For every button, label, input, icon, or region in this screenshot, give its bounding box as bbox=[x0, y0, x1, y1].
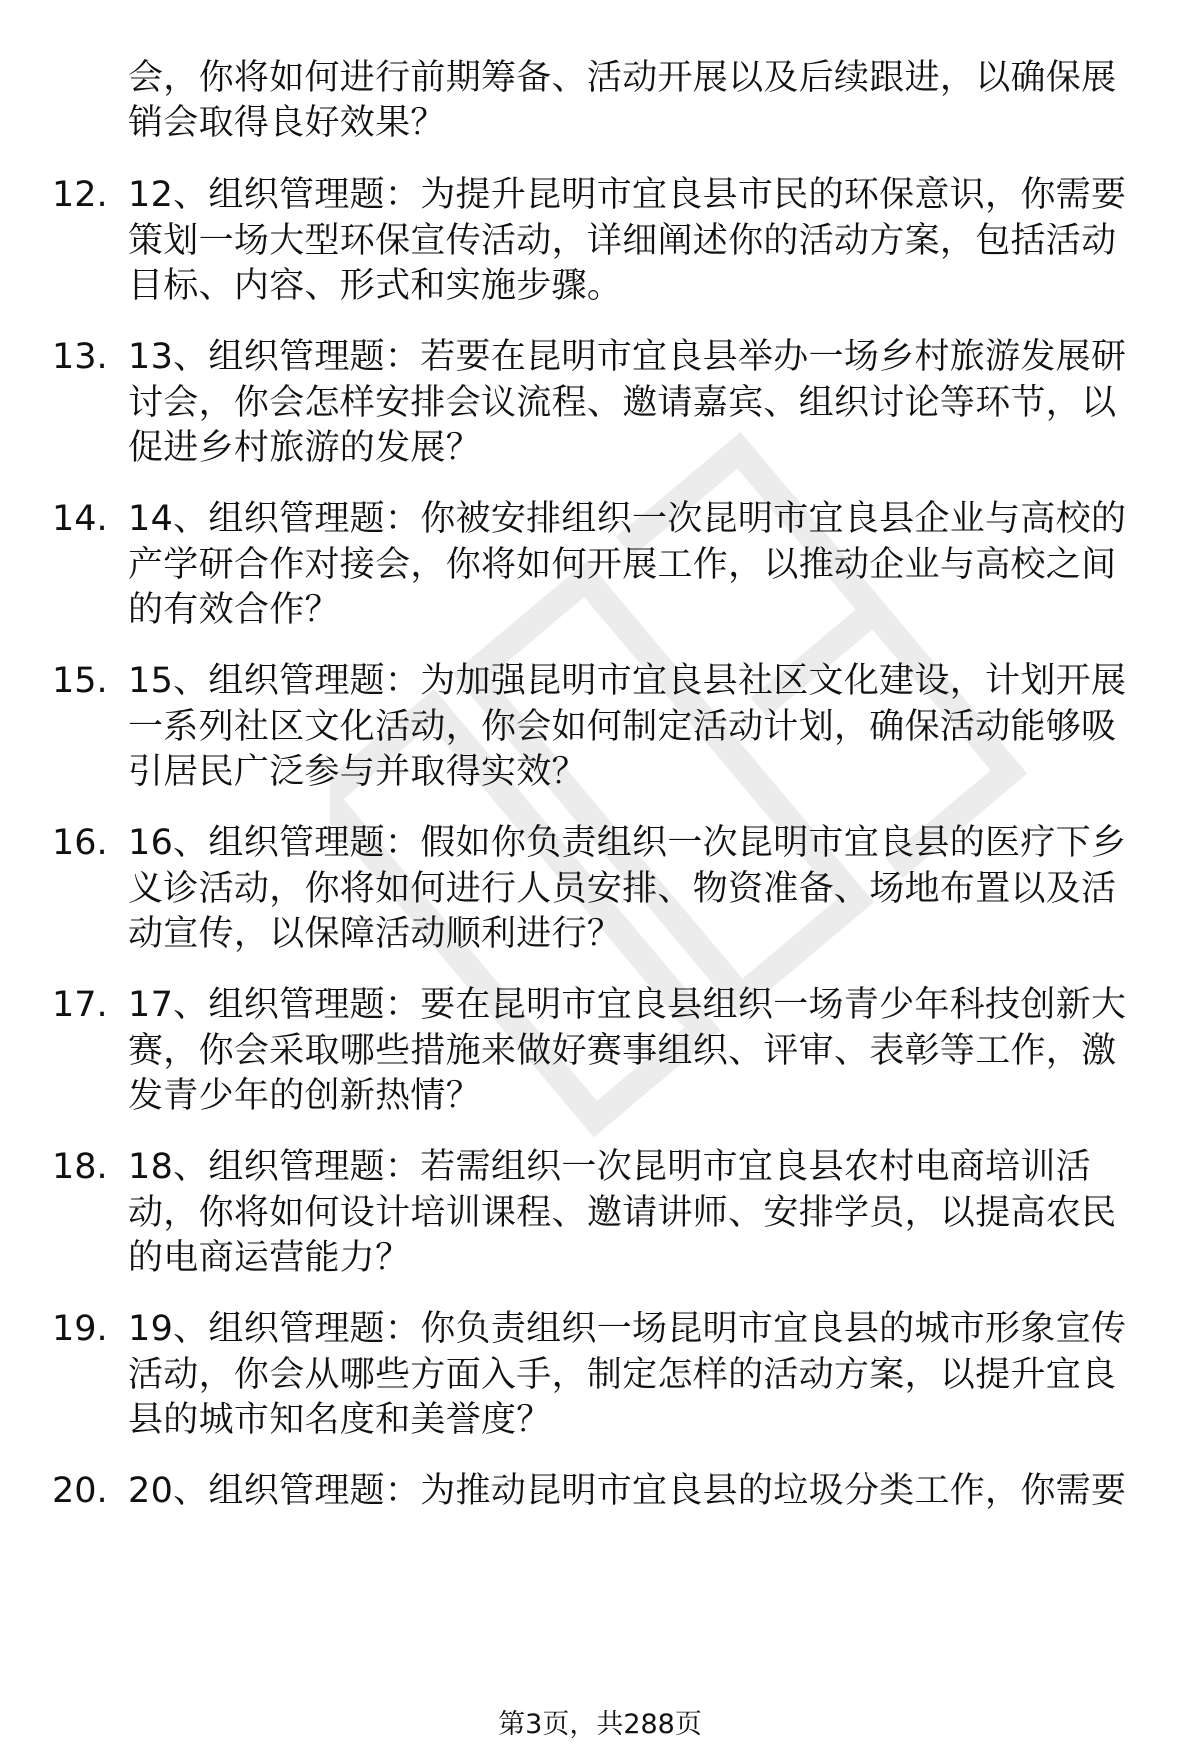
list-marker: 14. bbox=[52, 499, 108, 539]
question-line: 12、组织管理题：为提升昆明市宜良县市民的环保意识，你需要 bbox=[128, 175, 1127, 215]
list-marker: 13. bbox=[52, 337, 108, 377]
continuation-line: 会，你将如何进行前期筹备、活动开展以及后续跟进，以确保展 bbox=[128, 58, 1117, 98]
question-line: 活动，你会从哪些方面入手，制定怎样的活动方案，以提升宜良 bbox=[128, 1355, 1117, 1395]
question-line: 19、组织管理题：你负责组织一场昆明市宜良县的城市形象宣传 bbox=[128, 1309, 1127, 1349]
list-marker: 16. bbox=[52, 823, 108, 863]
question-line: 的电商运营能力？ bbox=[128, 1238, 411, 1278]
question-line: 讨会，你会怎样安排会议流程、邀请嘉宾、组织讨论等环节，以 bbox=[128, 383, 1117, 423]
question-line: 17、组织管理题：要在昆明市宜良县组织一场青少年科技创新大 bbox=[128, 985, 1127, 1025]
question-line: 18、组织管理题：若需组织一次昆明市宜良县农村电商培训活 bbox=[128, 1147, 1091, 1187]
question-line: 动宣传，以保障活动顺利进行？ bbox=[128, 914, 623, 954]
question-line: 动，你将如何设计培训课程、邀请讲师、安排学员，以提高农民 bbox=[128, 1193, 1117, 1233]
list-marker: 12. bbox=[52, 175, 108, 215]
question-line: 产学研合作对接会，你将如何开展工作，以推动企业与高校之间 bbox=[128, 545, 1117, 585]
question-line: 的有效合作？ bbox=[128, 590, 340, 630]
page-number-footer: 第3页，共288页 bbox=[498, 1709, 702, 1740]
question-line: 义诊活动，你将如何进行人员安排、物资准备、场地布置以及活 bbox=[128, 869, 1117, 909]
question-line: 发青少年的创新热情？ bbox=[128, 1076, 482, 1116]
list-marker: 20. bbox=[52, 1471, 108, 1511]
list-marker: 17. bbox=[52, 985, 108, 1025]
list-marker: 18. bbox=[52, 1147, 108, 1187]
list-marker: 19. bbox=[52, 1309, 108, 1349]
question-line: 县的城市知名度和美誉度？ bbox=[128, 1400, 552, 1440]
question-line: 赛，你会采取哪些措施来做好赛事组织、评审、表彰等工作，激 bbox=[128, 1031, 1117, 1071]
question-line: 策划一场大型环保宣传活动，详细阐述你的活动方案，包括活动 bbox=[128, 221, 1117, 261]
question-line: 16、组织管理题：假如你负责组织一次昆明市宜良县的医疗下乡 bbox=[128, 823, 1127, 863]
list-marker: 15. bbox=[52, 661, 108, 701]
question-line: 15、组织管理题：为加强昆明市宜良县社区文化建设，计划开展 bbox=[128, 661, 1127, 701]
question-line: 促进乡村旅游的发展？ bbox=[128, 428, 482, 468]
continuation-line: 销会取得良好效果？ bbox=[128, 103, 446, 143]
question-line: 一系列社区文化活动，你会如何制定活动计划，确保活动能够吸 bbox=[128, 707, 1117, 747]
question-line: 目标、内容、形式和实施步骤。 bbox=[128, 266, 623, 306]
question-line: 20、组织管理题：为推动昆明市宜良县的垃圾分类工作，你需要 bbox=[128, 1471, 1127, 1511]
question-line: 引居民广泛参与并取得实效？ bbox=[128, 752, 587, 792]
question-line: 13、组织管理题：若要在昆明市宜良县举办一场乡村旅游发展研 bbox=[128, 337, 1127, 377]
question-line: 14、组织管理题：你被安排组织一次昆明市宜良县企业与高校的 bbox=[128, 499, 1127, 539]
